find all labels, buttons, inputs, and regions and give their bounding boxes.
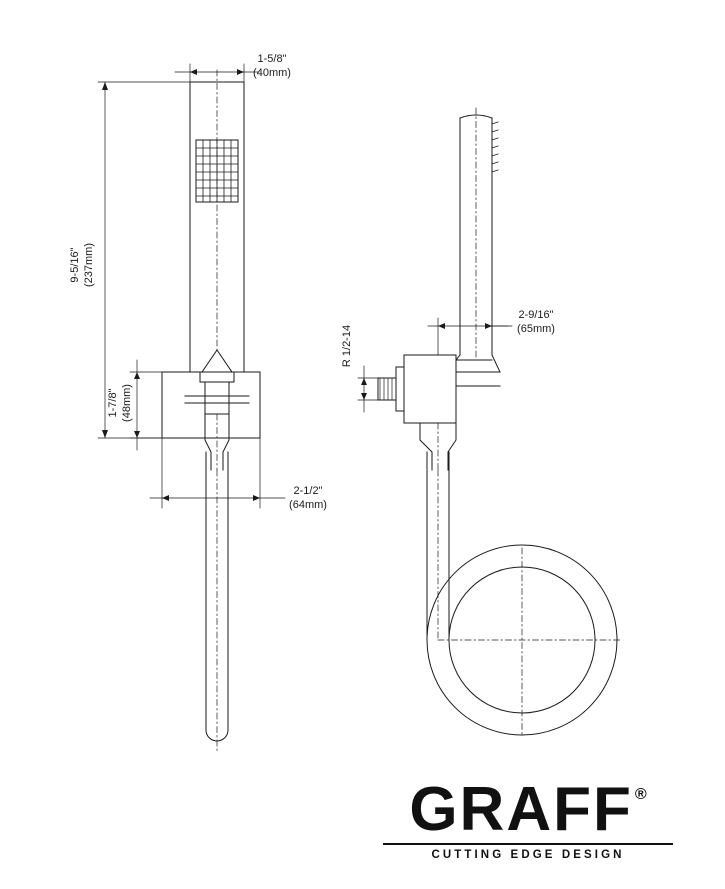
brand-tagline: CUTTING EDGE DESIGN [431,848,625,861]
side-view-handshower [378,108,620,735]
dim-plate-imperial: 2-1/2" [293,485,323,497]
dim-height-imperial: 9-5/16" [69,247,81,283]
spray-side-marks [492,122,498,172]
dim-width-top-imperial: 1-5/8" [257,53,287,65]
dimension-lines-side-view [358,318,512,412]
wall-flange [404,355,456,423]
brand-logo [383,775,673,861]
dim-thread-label: R 1/2-14 [341,324,353,368]
registered-mark: ® [634,786,649,803]
brand-name [409,775,649,844]
bracket-cone [202,350,232,372]
flange-back [396,367,404,411]
dim-height-metric: (237mm) [83,242,95,288]
brand-name-text: GRAFF [409,775,633,844]
supply-thread [378,378,396,400]
dim-bracket-imperial: 1-7/8" [107,388,119,418]
dim-projection-imperial: 2-9/16" [518,309,554,321]
dimension-lines-front-view [98,64,285,508]
dim-plate-metric: (64mm) [289,499,327,511]
bracket-collar [200,372,234,382]
bracket-stem [205,382,229,414]
dim-bracket-metric: (48mm) [121,384,133,422]
outlet-left [420,423,432,470]
dimension-labels [69,53,555,511]
dim-projection-metric: (65mm) [517,323,555,335]
front-view-handshower [162,70,260,752]
dim-width-top-metric: (40mm) [253,67,291,79]
